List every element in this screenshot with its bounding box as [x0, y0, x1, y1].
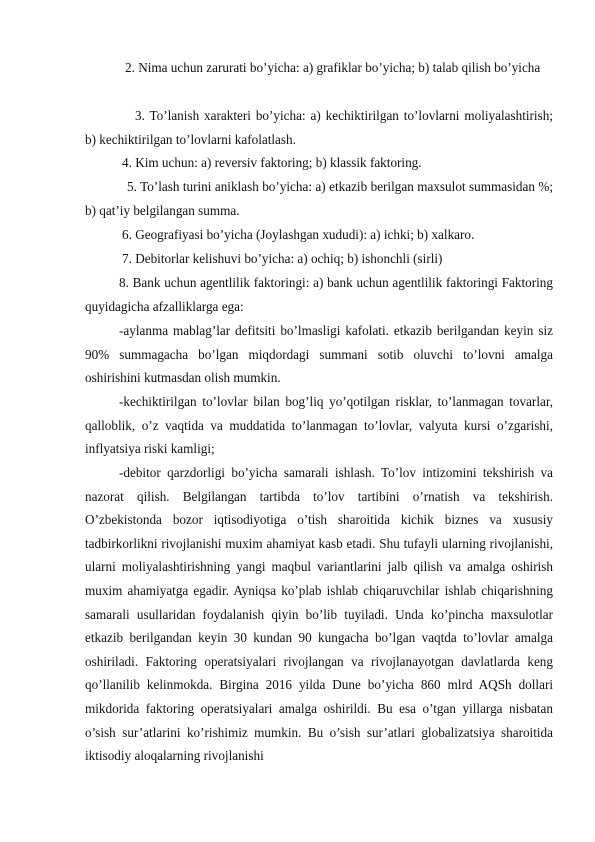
- paragraph-item-7: 7. Debitorlar kelishuvi bo’yicha: a) ochiq; b) ishonchli (sirli): [122, 251, 443, 266]
- paragraph-item-2: 2. Nima uchun zarurati bo’yicha: a) grafiklar bo’yicha; b) talab qilish bo’yicha: [125, 60, 541, 75]
- paragraph-item-3: 3. To’lanish xarakteri bo’yicha: a) kechiktirilgan to’lovlarni moliyalashtirish; b) kechiktirilgan to’lovlarni kafolatlash.: [85, 108, 553, 147]
- paragraph-advantage-2: -kechiktirilgan to’lovlar bilan bog’liq yo’qotilgan risklar, to’lanmagan tovarlar, qalloblik, o’z vaqtida va muddatida to’lanmagan to’lovlar, valyuta kursi o’zgarishi, inflyatsiya riski kamligi;: [85, 394, 553, 457]
- paragraph-item-8: 8. Bank uchun agentlilik faktoringi: a) bank uchun agentlilik faktoringi Faktoring quyidagicha afzalliklarga ega:: [85, 275, 553, 314]
- paragraph-item-4: 4. Kim uchun: a) reversiv faktoring; b) klassik faktoring.: [122, 155, 422, 170]
- paragraph-advantage-1: -aylanma mablag’lar defitsiti bo’lmasligi kafolati. etkazib berilgandan keyin siz 90% summagacha bo’lgan miqdordagi summani sotib oluvchi to’lovni amalga oshirishini kutmasdan olish mumkin.: [85, 323, 553, 386]
- paragraph-advantage-3: -debitor qarzdorligi bo’yicha samarali ishlash. To’lov intizomini tekshirish va nazorat qilish. Belgilangan tartibda to’lov tartibini o’rnatish va tekshirish. O’zbekistonda bozor iqtisodiyotiga o’tish sharoitida kichik biznes va xususiy tadbirkorlikni rivojlanishi muxim ahamiyat kasb etadi. Shu tufayli ularning rivojlanishi, ularni moliyalashtirishning yangi maqbul variantlarini jalb qilish va amalga oshirish muxim ahamiyatga egadir. Ayniqsa ko’plab ishlab chiqaruvchilar ishlab chiqarishning samarali usullaridan foydalanish qiyin bo’lib tuyiladi. Unda ko’pincha maxsulotlar etkazib berilgandan keyin 30 kundan 90 kungacha bo’lgan vaqtda to’lovlar amalga oshiriladi. Faktoring operatsiyalari rivojlangan va rivojlanayotgan davlatlarda keng qo’llanilib kelinmokda. Birgina 2016 yilda Dune bo’yicha 860 mlrd AQSh dollari mikdorida faktoring operatsiyalari amalga oshirildi. Bu esa o’tgan yillarga nisbatan o’sish sur’atlarini ko’rishimiz mumkin. Bu o’sish sur’atlari globalizatsiya sharoitida iktisodiy aloqalarning rivojlanishi: [85, 465, 553, 764]
- paragraph-item-6: 6. Geografiyasi bo’yicha (Joylashgan xududi): a) ichki; b) xalkaro.: [122, 227, 475, 242]
- paragraph-item-5: 5. To’lash turini aniklash bo’yicha: a) etkazib berilgan maxsulot summasidan %; b) qat’iy belgilangan summa.: [85, 179, 553, 218]
